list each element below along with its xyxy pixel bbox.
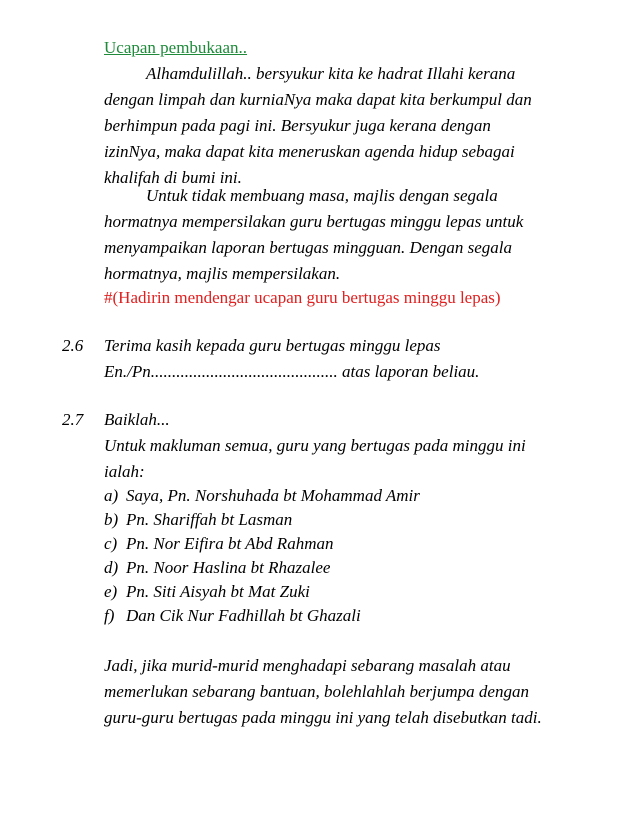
opening-p1-line: Alhamdulillah.. bersyukur kita ke hadrat Illahi kerana	[146, 64, 516, 83]
opening-p1-line: dengan limpah dan kurniaNya maka dapat kita berkumpul dan	[104, 90, 532, 109]
teacher-list-item	[104, 508, 292, 532]
list-marker: e)	[104, 582, 118, 601]
section-2-7-intro: Baiklah...	[104, 410, 170, 429]
opening-p1-line: izinNya, maka dapat kita meneruskan agenda hidup sebagai	[104, 142, 515, 161]
opening-heading: Ucapan pembukaan..	[104, 38, 248, 57]
list-marker: f)	[104, 606, 115, 625]
opening-p2-line: hormatnya mempersilakan guru bertugas minggu lepas untuk	[104, 212, 524, 231]
teacher-name: Dan Cik Nur Fadhillah bt Ghazali	[126, 606, 361, 625]
teacher-list-item	[104, 484, 420, 508]
list-marker: b)	[104, 510, 119, 529]
teacher-name: Saya, Pn. Norshuhada bt Mohammad Amir	[126, 486, 420, 505]
section-2-6-line: En./Pn............................................ atas laporan beliau.	[104, 362, 480, 381]
section-2-7-intro: ialah:	[104, 462, 145, 481]
teacher-name: Pn. Noor Haslina bt Rhazalee	[126, 558, 331, 577]
list-marker: a)	[104, 486, 119, 505]
opening-p1-line: khalifah di bumi ini.	[104, 168, 242, 187]
teacher-list-item	[104, 556, 330, 580]
teacher-name: Pn. Siti Aisyah bt Mat Zuki	[126, 582, 310, 601]
closing-line: Jadi, jika murid-murid menghadapi sebarang masalah atau	[104, 656, 511, 675]
opening-p2-line: Untuk tidak membuang masa, majlis dengan segala	[146, 186, 498, 205]
closing-line: memerlukan sebarang bantuan, bolehlahlah berjumpa dengan	[104, 682, 529, 701]
opening-p1-line: berhimpun pada pagi ini. Bersyukur juga kerana dengan	[104, 116, 491, 135]
list-marker: d)	[104, 558, 119, 577]
section-2-6-line: Terima kasih kepada guru bertugas minggu lepas	[104, 336, 441, 355]
teacher-list-item	[104, 604, 361, 628]
section-number: 2.7	[62, 410, 84, 429]
section-number: 2.6	[62, 336, 84, 355]
list-marker: c)	[104, 534, 118, 553]
section-2-7-intro: Untuk makluman semua, guru yang bertugas pada minggu ini	[104, 436, 526, 455]
closing-line: guru-guru bertugas pada minggu ini yang telah disebutkan tadi.	[104, 708, 542, 727]
teacher-list-item	[104, 532, 333, 556]
audience-note: #(Hadirin mendengar ucapan guru bertugas minggu lepas)	[104, 288, 501, 307]
opening-p2-line: menyampaikan laporan bertugas mingguan. Dengan segala	[104, 238, 512, 257]
teacher-list-item	[104, 580, 310, 604]
opening-p2-line: hormatnya, majlis mempersilakan.	[104, 264, 341, 283]
teacher-name: Pn. Nor Eifira bt Abd Rahman	[126, 534, 334, 553]
teacher-name: Pn. Shariffah bt Lasman	[126, 510, 293, 529]
